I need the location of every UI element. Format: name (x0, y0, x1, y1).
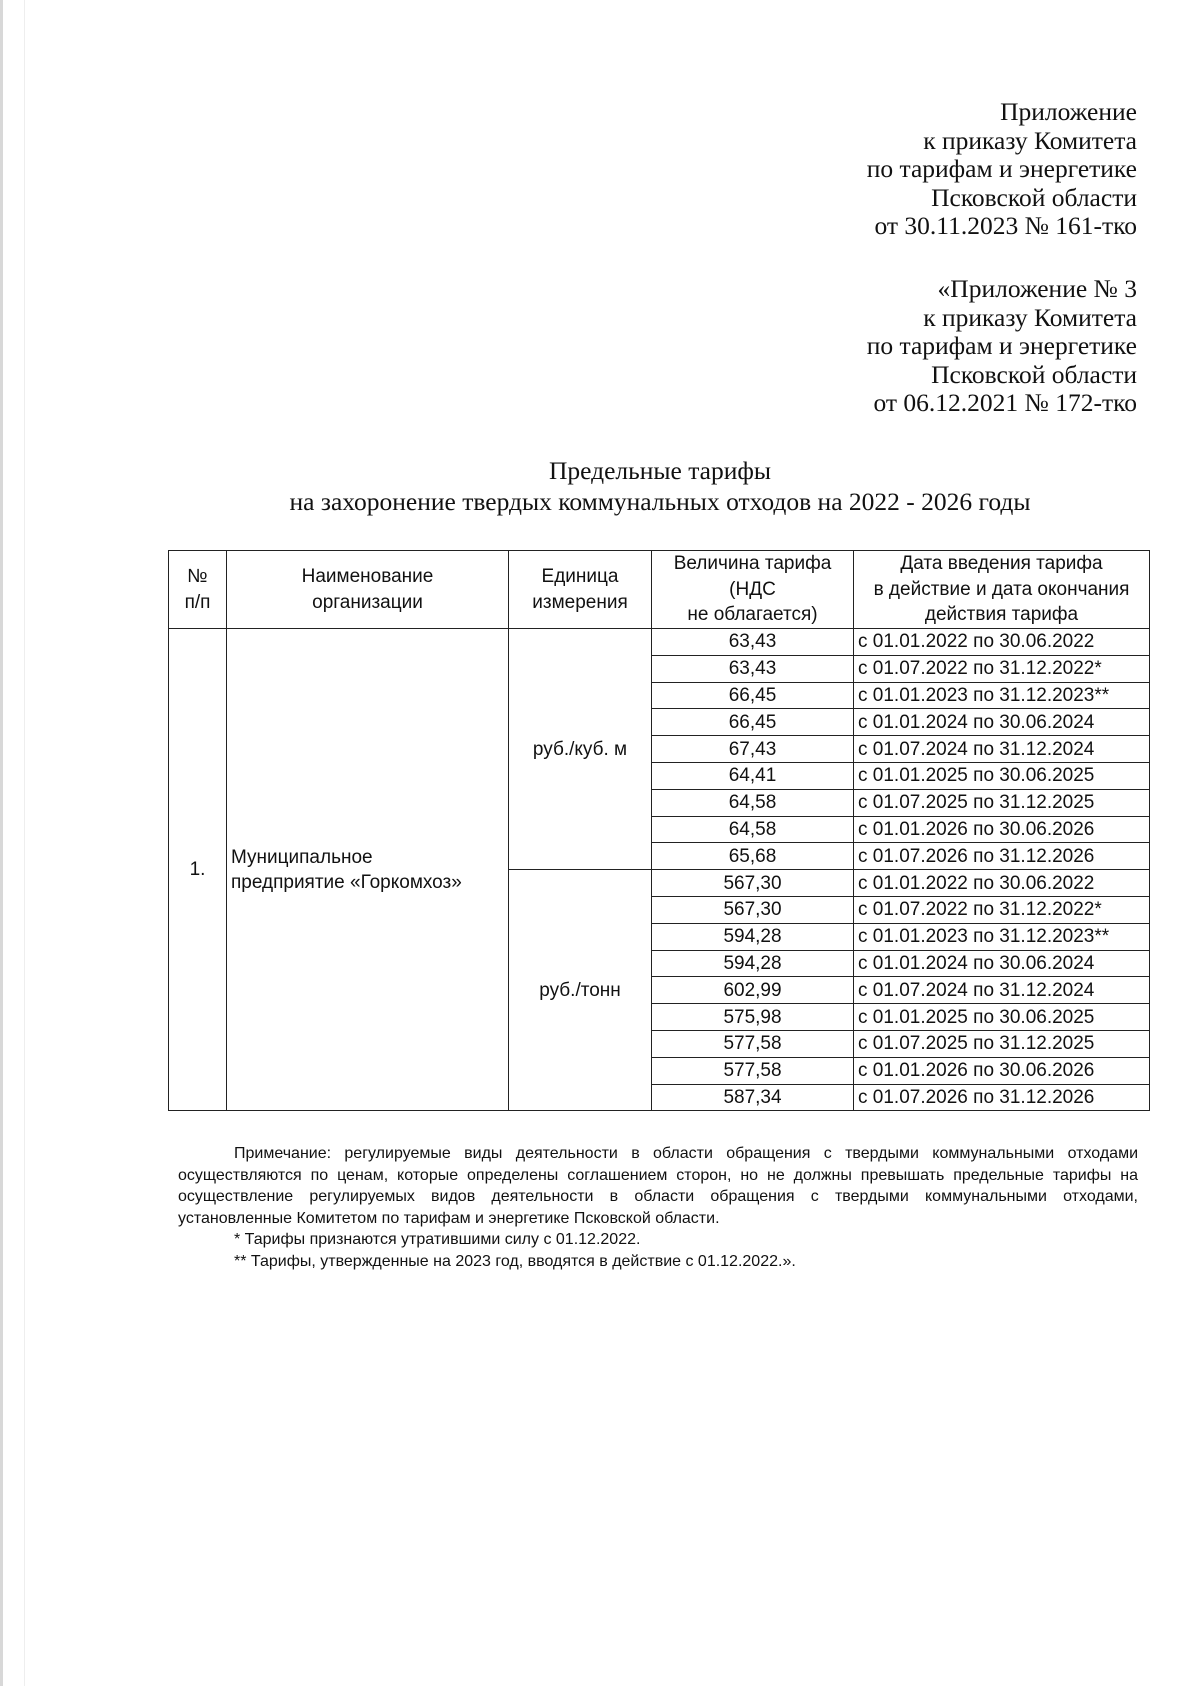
header-text: действия тарифа (924, 604, 1079, 626)
header-text: не облагается) (687, 604, 818, 626)
tariff-period: с 01.07.2026 по 31.12.2026 (854, 1084, 1150, 1111)
tariff-value: 577,58 (652, 1057, 854, 1084)
header-text: организации (312, 591, 423, 613)
tariff-value: 575,98 (652, 1004, 854, 1031)
header-text: п/п (184, 591, 211, 613)
header-text: № (187, 566, 208, 587)
organization-line: предприятие «Горкомхоз» (231, 871, 462, 893)
title-line-2: на захоронение твердых коммунальных отходов на 2022 - 2026 годы (289, 487, 1031, 516)
tariff-period: с 01.01.2025 по 30.06.2025 (854, 762, 1150, 789)
header-text: (НДС (729, 578, 776, 600)
tariff-period: с 01.01.2026 по 30.06.2026 (854, 816, 1150, 843)
tariff-period: с 01.01.2023 по 31.12.2023** (854, 682, 1150, 709)
tariff-value: 587,34 (652, 1084, 854, 1111)
tariff-value: 64,41 (652, 762, 854, 789)
tariff-period: с 01.07.2024 по 31.12.2024 (854, 736, 1150, 763)
header-text: измерения (532, 591, 628, 613)
tariff-period: с 01.07.2022 по 31.12.2022* (854, 655, 1150, 682)
appendix-line: от 06.12.2021 № 172-тко (873, 388, 1137, 417)
table-row (169, 629, 1150, 656)
tariff-period: с 01.01.2026 по 30.06.2026 (854, 1057, 1150, 1084)
tariff-value: 66,45 (652, 709, 854, 736)
appendix-reference-original (867, 275, 1137, 418)
header-unit (509, 551, 652, 629)
header-value (652, 551, 854, 629)
tariff-value: 63,43 (652, 629, 854, 656)
document-title (170, 455, 1150, 517)
tariff-period: с 01.07.2026 по 31.12.2026 (854, 843, 1150, 870)
note-main: Примечание: регулируемые виды деятельности в области обращения с твердыми коммунальными отходами осуществляются по ценам, которые определены соглашением сторон, но не должны превышать предельные тарифы на осуществление регулируемых видов деятельности в области обращения с твердыми коммунальными отходами, установленные Комитетом по тарифам и энергетике Псковской области. (178, 1145, 1138, 1227)
tariff-table (168, 550, 1150, 1111)
appendix-line: по тарифам и энергетике (866, 331, 1137, 360)
tariff-value: 602,99 (652, 977, 854, 1004)
title-line-1: Предельные тарифы (548, 456, 772, 485)
unit-cell: руб./куб. м (509, 629, 652, 870)
tariff-period: с 01.07.2025 по 31.12.2025 (854, 789, 1150, 816)
organization-name (227, 629, 509, 1111)
appendix-line: к приказу Комитета (923, 125, 1137, 155)
header-text: Единица (541, 566, 619, 587)
notes-section (178, 1143, 1138, 1272)
header-text: в действие и дата окончания (873, 578, 1130, 600)
tariff-period: с 01.01.2022 по 30.06.2022 (854, 629, 1150, 656)
tariff-period: с 01.01.2024 по 30.06.2024 (854, 709, 1150, 736)
tariff-period: с 01.01.2024 по 30.06.2024 (854, 950, 1150, 977)
appendix-line: Псковской области (931, 359, 1137, 389)
tariff-value: 567,30 (652, 896, 854, 923)
header-period (854, 551, 1150, 629)
appendix-line: «Приложение № 3 (937, 274, 1137, 303)
tariff-period: с 01.07.2022 по 31.12.2022* (854, 896, 1150, 923)
row-number: 1. (169, 629, 227, 1111)
organization-line: Муниципальное (231, 846, 373, 868)
appendix-line: от 30.11.2023 № 161-тко (874, 211, 1137, 240)
tariff-value: 577,58 (652, 1030, 854, 1057)
header-organization (227, 551, 509, 629)
scan-edge-inner (24, 0, 25, 1686)
footnote-single-star: * Тарифы признаются утратившими силу с 01.12.2022. (234, 1231, 641, 1248)
tariff-value: 594,28 (652, 923, 854, 950)
header-text: Наименование (301, 566, 434, 587)
tariff-value: 64,58 (652, 789, 854, 816)
unit-cell: руб./тонн (509, 870, 652, 1111)
tariff-value: 567,30 (652, 870, 854, 897)
tariff-value: 594,28 (652, 950, 854, 977)
footnote-double-star: ** Тарифы, утвержденные на 2023 год, вводятся в действие с 01.12.2022.». (234, 1252, 796, 1270)
appendix-line: к приказу Комитета (923, 302, 1137, 332)
tariff-period: с 01.07.2024 по 31.12.2024 (854, 977, 1150, 1004)
tariff-period: с 01.01.2023 по 31.12.2023** (854, 923, 1150, 950)
tariff-period: с 01.01.2022 по 30.06.2022 (854, 870, 1150, 897)
tariff-value: 65,68 (652, 843, 854, 870)
appendix-reference-current (867, 98, 1137, 241)
header-num (169, 551, 227, 629)
tariff-value: 63,43 (652, 655, 854, 682)
scan-edge (0, 0, 3, 1686)
appendix-line: Приложение (1000, 97, 1137, 126)
tariff-value: 64,58 (652, 816, 854, 843)
tariff-period: с 01.01.2025 по 30.06.2025 (854, 1004, 1150, 1031)
tariff-value: 67,43 (652, 736, 854, 763)
appendix-line: Псковской области (931, 182, 1137, 212)
header-text: Дата введения тарифа (900, 553, 1103, 575)
header-text: Величина тарифа (673, 553, 832, 575)
appendix-line: по тарифам и энергетике (866, 154, 1137, 183)
table-header-row (169, 551, 1150, 629)
tariff-period: с 01.07.2025 по 31.12.2025 (854, 1030, 1150, 1057)
tariff-value: 66,45 (652, 682, 854, 709)
